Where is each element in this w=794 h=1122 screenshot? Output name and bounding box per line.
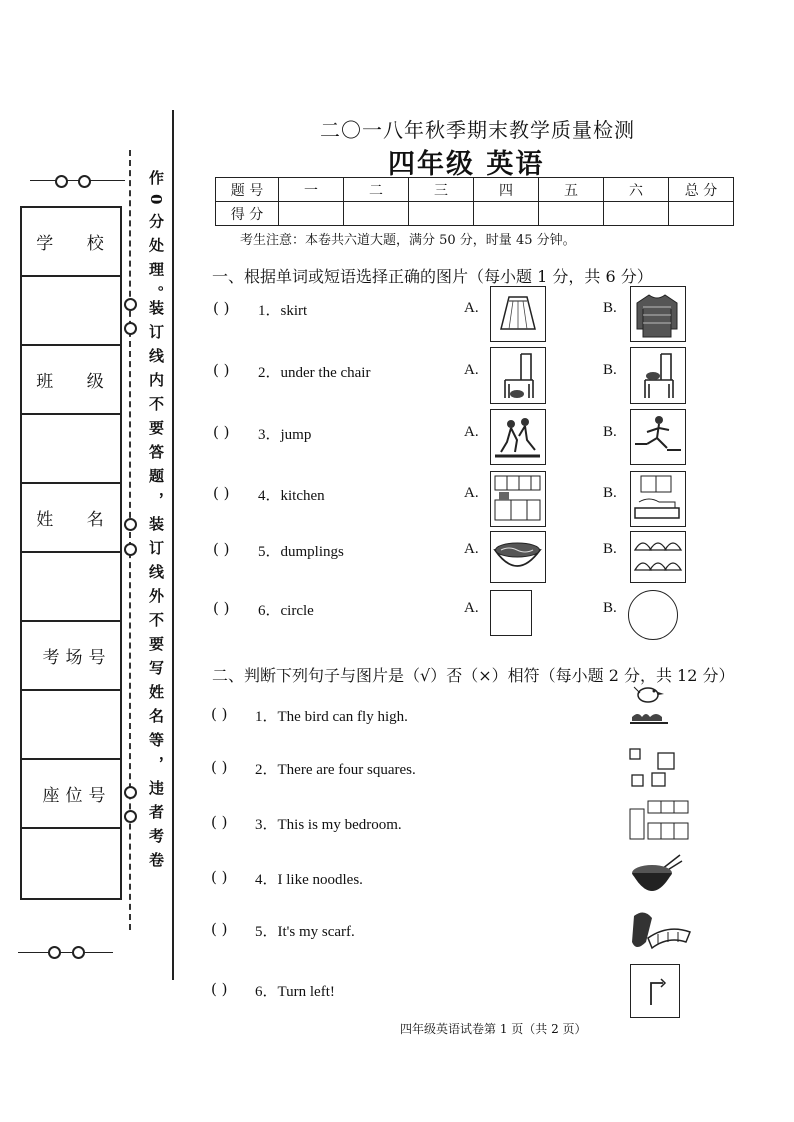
exam-notice: 考生注意：本卷共六道大题，满分 50 分，时量 45 分钟。 [240, 233, 576, 248]
dumplings-icon[interactable] [630, 531, 686, 583]
answer-blank[interactable]: ( ) [211, 920, 228, 938]
score-header-cell: 四 [474, 178, 539, 202]
jumping-kids-icon[interactable] [490, 409, 546, 465]
score-cell[interactable] [474, 202, 539, 226]
answer-blank[interactable]: ( ) [213, 299, 230, 317]
rice-bowl-icon[interactable] [628, 853, 684, 903]
school-label: 学 校 [22, 208, 120, 277]
squares-icon[interactable] [628, 747, 678, 791]
score-cell[interactable] [409, 202, 474, 226]
kitchen-icon[interactable] [490, 471, 546, 527]
option-b-label: B. [603, 300, 617, 316]
ornament-ring [72, 946, 85, 959]
question-label: 1．skirt [258, 303, 308, 319]
score-cell[interactable] [344, 202, 409, 226]
name-field[interactable] [22, 553, 120, 622]
exam-subject-title: 四年级 英语 [388, 149, 545, 180]
answer-blank[interactable]: ( ) [213, 540, 230, 558]
chair-cat-on-icon[interactable] [630, 347, 686, 404]
chair-cat-under-icon[interactable] [490, 347, 546, 404]
statement-label: 5．It's my scarf. [255, 924, 355, 940]
question-label: 2．under the chair [258, 365, 371, 381]
option-a-label: A. [464, 541, 479, 557]
answer-blank[interactable]: ( ) [213, 361, 230, 379]
name-label: 姓 名 [22, 484, 120, 553]
score-header-cell: 一 [279, 178, 344, 202]
option-a-label: A. [464, 362, 479, 378]
option-a-label: A. [464, 300, 479, 316]
seat-label: 座位号 [22, 760, 120, 829]
binding-hole [124, 518, 137, 531]
score-header-cell: 三 [409, 178, 474, 202]
bird-on-ground-icon[interactable] [628, 683, 670, 735]
kitchen-icon[interactable] [628, 799, 692, 843]
question-label: 5．dumplings [258, 544, 344, 560]
ornament-ring [55, 175, 68, 188]
score-cell[interactable] [669, 202, 734, 226]
ornament-ring [78, 175, 91, 188]
running-kid-icon[interactable] [630, 409, 686, 465]
binding-warning-2: 装订线内不要答题，装订线外不要写姓名等，违者考卷 [147, 300, 165, 876]
sweater-icon[interactable] [630, 286, 686, 342]
score-cell[interactable] [604, 202, 669, 226]
option-b-label: B. [603, 485, 617, 501]
skirt-icon[interactable] [490, 286, 546, 342]
answer-blank[interactable]: ( ) [211, 868, 228, 886]
score-row-label: 得 分 [216, 202, 279, 226]
square-shape-icon[interactable] [490, 590, 532, 636]
option-a-label: A. [464, 485, 479, 501]
bedroom-icon[interactable] [630, 471, 686, 527]
answer-blank[interactable]: ( ) [211, 758, 228, 776]
binding-hole [124, 298, 137, 311]
exam-title: 二〇一八年秋季期末教学质量检测 [320, 118, 635, 142]
score-header-cell: 五 [539, 178, 604, 202]
noodle-bowl-icon[interactable] [490, 531, 546, 583]
circle-shape-icon[interactable] [628, 590, 678, 640]
answer-blank[interactable]: ( ) [213, 423, 230, 441]
answer-blank[interactable]: ( ) [211, 980, 228, 998]
answer-blank[interactable]: ( ) [213, 484, 230, 502]
exam-room-label: 考场号 [22, 622, 120, 691]
section1-title: 一、根据单词或短语选择正确的图片（每小题 1 分，共 6 分） [212, 267, 653, 286]
answer-blank[interactable]: ( ) [213, 599, 230, 617]
statement-label: 6．Turn left! [255, 984, 335, 1000]
score-header-cell: 题 号 [216, 178, 279, 202]
binding-hole [124, 810, 137, 823]
option-a-label: A. [464, 600, 479, 616]
page-border-line [172, 110, 174, 980]
page-footer: 四年级英语试卷第 1 页（共 2 页） [400, 1022, 587, 1036]
option-b-label: B. [603, 600, 617, 616]
statement-label: 1．The bird can fly high. [255, 709, 408, 725]
exam-room-field[interactable] [22, 691, 120, 760]
binding-hole [124, 322, 137, 335]
option-b-label: B. [603, 424, 617, 440]
seat-field[interactable] [22, 829, 120, 898]
binding-hole [124, 543, 137, 556]
question-label: 3．jump [258, 427, 312, 443]
answer-blank[interactable]: ( ) [211, 705, 228, 723]
class-label: 班 级 [22, 346, 120, 415]
score-cell[interactable] [279, 202, 344, 226]
score-cell[interactable] [539, 202, 604, 226]
statement-label: 4．I like noodles. [255, 872, 363, 888]
binding-hole [124, 786, 137, 799]
score-header-cell: 二 [344, 178, 409, 202]
score-table [215, 177, 734, 226]
scarf-icon[interactable] [628, 908, 694, 958]
statement-label: 2．There are four squares. [255, 762, 416, 778]
class-field[interactable] [22, 415, 120, 484]
option-b-label: B. [603, 541, 617, 557]
turn-arrow-icon[interactable] [630, 964, 680, 1018]
option-b-label: B. [603, 362, 617, 378]
option-a-label: A. [464, 424, 479, 440]
ornament-ring [48, 946, 61, 959]
binding-warning-1: 作0分处理。 [147, 170, 165, 310]
school-field[interactable] [22, 277, 120, 346]
score-header-cell: 六 [604, 178, 669, 202]
question-label: 6．circle [258, 603, 314, 619]
question-label: 4．kitchen [258, 488, 325, 504]
statement-label: 3．This is my bedroom. [255, 817, 402, 833]
section2-title: 二、判断下列句子与图片是（√）否（×）相符（每小题 2 分，共 12 分） [212, 666, 735, 685]
score-header-cell: 总 分 [669, 178, 734, 202]
student-info-table [20, 206, 122, 900]
answer-blank[interactable]: ( ) [211, 813, 228, 831]
ornament-bottom [18, 952, 113, 953]
